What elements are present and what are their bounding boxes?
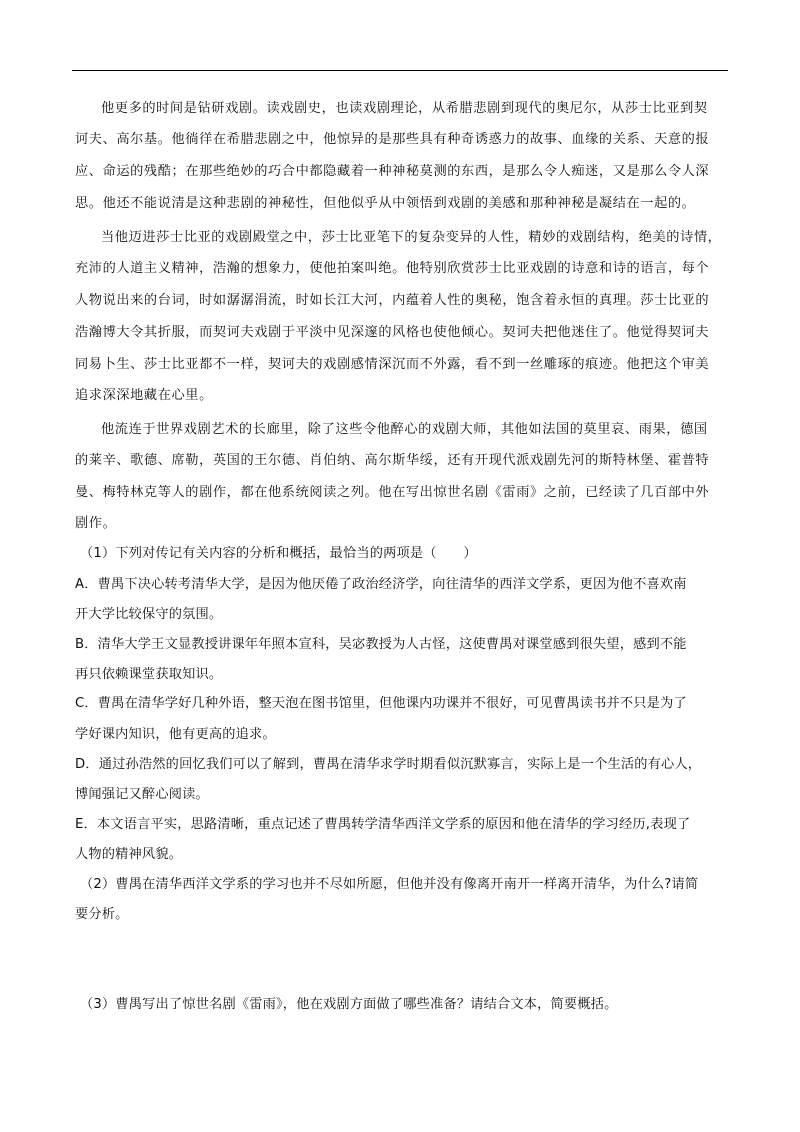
passage-line: 思。他还不能说清是这种悲剧的神秘性，但他似乎从中领悟到戏剧的美感和那种神秘是凝结在一起的。 bbox=[75, 196, 696, 211]
passage-line: 曼、梅特林克等人的剧作，都在他系统阅读之列。他在写出惊世名剧《雷雨》之前，已经读了几百部中外 bbox=[75, 485, 710, 500]
passage-line: 的莱辛、歌德、席勒，英国的王尔德、肖伯纳、高尔斯华绥，还有开现代派戏剧先河的斯特林堡、霍普特 bbox=[75, 453, 710, 468]
passage-line: 当他迈进莎士比亚的戏剧殿堂之中，莎士比亚笔下的复杂变异的人性，精妙的戏剧结构，绝美的诗情， bbox=[101, 230, 722, 245]
passage-line: 人物说出来的台词，时如潺潺涓流，时如长江大河，内蕴着人性的奥秘，饱含着永恒的真理。莎士比亚的 bbox=[75, 293, 710, 308]
question-2-line: （2）曹禺在清华西洋文学系的学习也并不尽如所愿，但他并没有像离开南开一样离开清华，为什么?请简 bbox=[80, 877, 699, 892]
passage-line: 应、命运的残酷；在那些绝妙的巧合中都隐藏着一种神秘莫测的东西，是那么令人痴迷，又是那么令人深 bbox=[75, 164, 710, 179]
passage-line: 诃夫、高尔基。他徜徉在希腊悲剧之中，他惊异的是那些具有种奇诱惑力的故事、血缘的关系、天意的报 bbox=[75, 132, 710, 147]
option-c-line: 学好课内知识，他有更高的追求。 bbox=[75, 727, 276, 742]
question-2-line: 要分析。 bbox=[75, 907, 129, 922]
passage-line: 他流连于世界戏剧艺术的长廊里，除了这些令他醉心的戏剧大师，其他如法国的莫里哀、雨果，德国 bbox=[101, 422, 708, 437]
option-d-line: D．通过孙浩然的回忆我们可以了解到，曹禺在清华求学时期看似沉默寡言，实际上是一个生活的有心人， bbox=[75, 757, 702, 772]
passage-line: 他更多的时间是钻研戏剧。读戏剧史，也读戏剧理论，从希腊悲剧到现代的奥尼尔，从莎士比亚到契 bbox=[101, 101, 708, 116]
passage-line: 同易卜生、莎士比亚都不一样，契诃夫的戏剧感情深沉而不外露，看不到一丝雕琢的痕迹。他把这个审美 bbox=[75, 357, 710, 372]
option-c-line: C．曹禺在清华学好几种外语，整天泡在图书馆里，但他课内功课并不很好，可见曹禺读书并不只是为了 bbox=[75, 696, 687, 711]
option-b-line: B．清华大学王文显教授讲课年年照本宣科，吴宓教授为人古怪，这使曹禺对课堂感到很失望，感到不能 bbox=[75, 637, 687, 652]
passage-line: 浩瀚博大令其折服，而契诃夫戏剧于平淡中见深邃的风格也使他倾心。契诃夫把他迷住了。他觉得契诃夫 bbox=[75, 325, 710, 340]
option-a-line: 开大学比较保守的氛围。 bbox=[75, 607, 223, 622]
question-3: （3）曹禺写出了惊世名剧《雷雨》，他在戏剧方面做了哪些准备？请结合文本，简要概括。 bbox=[80, 997, 618, 1012]
header-rule bbox=[72, 70, 728, 71]
option-d-line: 博闻强记又醉心阅读。 bbox=[75, 787, 209, 802]
option-e-line: 人物的精神风貌。 bbox=[75, 847, 183, 862]
option-e-line: E．本文语言平实，思路清晰，重点记述了曹禺转学清华西洋文学系的原因和他在清华的学习经历,表现了 bbox=[75, 817, 691, 832]
passage-line: 追求深深地藏在心里。 bbox=[75, 388, 213, 403]
passage-line: 充沛的人道主义精神，浩瀚的想象力，使他拍案叫绝。他特别欣赏莎士比亚戏剧的诗意和诗的语言，每个 bbox=[75, 261, 710, 276]
question-1-stem: （1）下列对传记有关内容的分析和概括，最恰当的两项是（ ） bbox=[80, 546, 477, 561]
passage-line: 剧作。 bbox=[75, 516, 117, 531]
option-a-line: A．曹禺下决心转考清华大学，是因为他厌倦了政治经济学，向往清华的西洋文学系，更因为他不喜欢南 bbox=[75, 577, 687, 592]
option-b-line: 再只依赖课堂获取知识。 bbox=[75, 667, 223, 682]
